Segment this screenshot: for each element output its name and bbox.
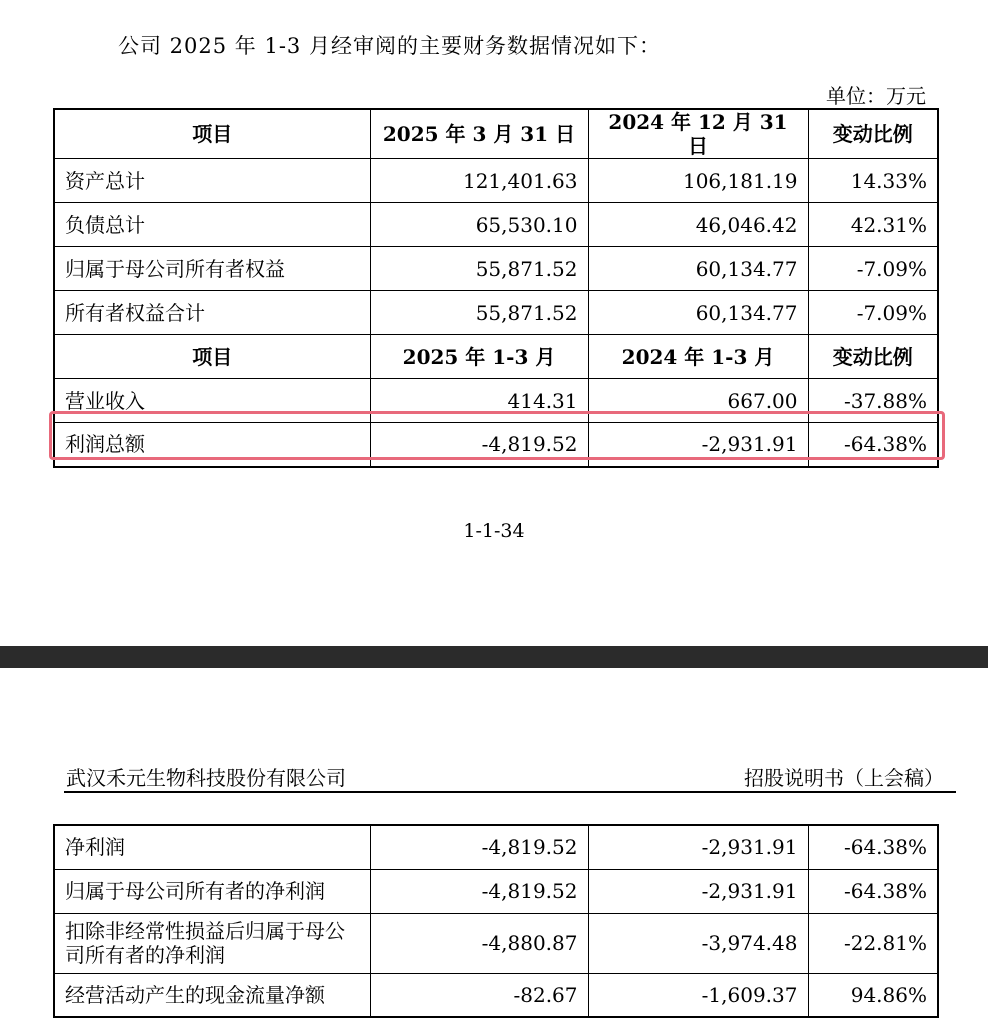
cell-value: 55,871.52 bbox=[370, 247, 588, 291]
cell-value: -1,609.37 bbox=[588, 973, 808, 1017]
cell-value: -4,880.87 bbox=[370, 913, 588, 973]
row-label: 负债总计 bbox=[54, 203, 370, 247]
cell-value: -82.67 bbox=[370, 973, 588, 1017]
row-label: 净利润 bbox=[54, 825, 370, 869]
cell-change: -64.38% bbox=[808, 423, 938, 467]
cell-value: 46,046.42 bbox=[588, 203, 808, 247]
cell-change: -37.88% bbox=[808, 379, 938, 423]
cell-value: 121,401.63 bbox=[370, 159, 588, 203]
row-label: 营业收入 bbox=[54, 379, 370, 423]
table-row bbox=[54, 973, 938, 1017]
cell-value: 65,530.10 bbox=[370, 203, 588, 247]
cell-change: -7.09% bbox=[808, 247, 938, 291]
table-row bbox=[54, 379, 938, 423]
table-row bbox=[54, 159, 938, 203]
table-row bbox=[54, 203, 938, 247]
header-cell: 变动比例 bbox=[808, 109, 938, 159]
cell-value: 667.00 bbox=[588, 379, 808, 423]
cell-value: 55,871.52 bbox=[370, 291, 588, 335]
table-header-row bbox=[54, 335, 938, 379]
cell-change: 94.86% bbox=[808, 973, 938, 1017]
table-row bbox=[54, 291, 938, 335]
row-label: 利润总额 bbox=[54, 423, 370, 467]
table-row bbox=[54, 247, 938, 291]
document-type: 招股说明书（上会稿） bbox=[744, 766, 944, 790]
intro-text: 公司 2025 年 1-3 月经审阅的主要财务数据情况如下： bbox=[118, 34, 661, 58]
header-cell: 2025 年 1-3 月 bbox=[370, 335, 588, 379]
row-label: 扣除非经常性损益后归属于母公司所有者的净利润 bbox=[54, 913, 370, 973]
row-label: 经营活动产生的现金流量净额 bbox=[54, 973, 370, 1017]
header-rule bbox=[64, 791, 956, 793]
page-divider bbox=[0, 646, 988, 668]
cell-value: 106,181.19 bbox=[588, 159, 808, 203]
row-label: 归属于母公司所有者的净利润 bbox=[54, 869, 370, 913]
table-row bbox=[54, 825, 938, 869]
cell-value: 60,134.77 bbox=[588, 291, 808, 335]
unit-label: 单位：万元 bbox=[826, 84, 926, 108]
cell-change: 14.33% bbox=[808, 159, 938, 203]
cell-value: 414.31 bbox=[370, 379, 588, 423]
cell-value: -4,819.52 bbox=[370, 869, 588, 913]
header-cell: 2025 年 3 月 31 日 bbox=[370, 109, 588, 159]
cell-value: -4,819.52 bbox=[370, 825, 588, 869]
cell-value: -2,931.91 bbox=[588, 869, 808, 913]
company-name: 武汉禾元生物科技股份有限公司 bbox=[66, 766, 346, 790]
header-cell: 变动比例 bbox=[808, 335, 938, 379]
header-cell: 2024 年 1-3 月 bbox=[588, 335, 808, 379]
cell-value: 60,134.77 bbox=[588, 247, 808, 291]
cell-change: -64.38% bbox=[808, 825, 938, 869]
header-cell: 项目 bbox=[54, 109, 370, 159]
table-row bbox=[54, 869, 938, 913]
table-row bbox=[54, 913, 938, 973]
cell-value: -3,974.48 bbox=[588, 913, 808, 973]
row-label: 所有者权益合计 bbox=[54, 291, 370, 335]
cell-value: -2,931.91 bbox=[588, 825, 808, 869]
table-header-row bbox=[54, 109, 938, 159]
table-row bbox=[54, 423, 938, 467]
row-label: 归属于母公司所有者权益 bbox=[54, 247, 370, 291]
financial-table-top bbox=[53, 108, 939, 468]
header-cell: 项目 bbox=[54, 335, 370, 379]
cell-change: -22.81% bbox=[808, 913, 938, 973]
cell-value: -4,819.52 bbox=[370, 423, 588, 467]
page-number: 1-1-34 bbox=[463, 520, 525, 542]
cell-change: -64.38% bbox=[808, 869, 938, 913]
row-label: 资产总计 bbox=[54, 159, 370, 203]
cell-change: -7.09% bbox=[808, 291, 938, 335]
financial-table-continued bbox=[53, 824, 939, 1018]
header-cell: 2024 年 12 月 31 日 bbox=[588, 109, 808, 159]
cell-value: -2,931.91 bbox=[588, 423, 808, 467]
cell-change: 42.31% bbox=[808, 203, 938, 247]
